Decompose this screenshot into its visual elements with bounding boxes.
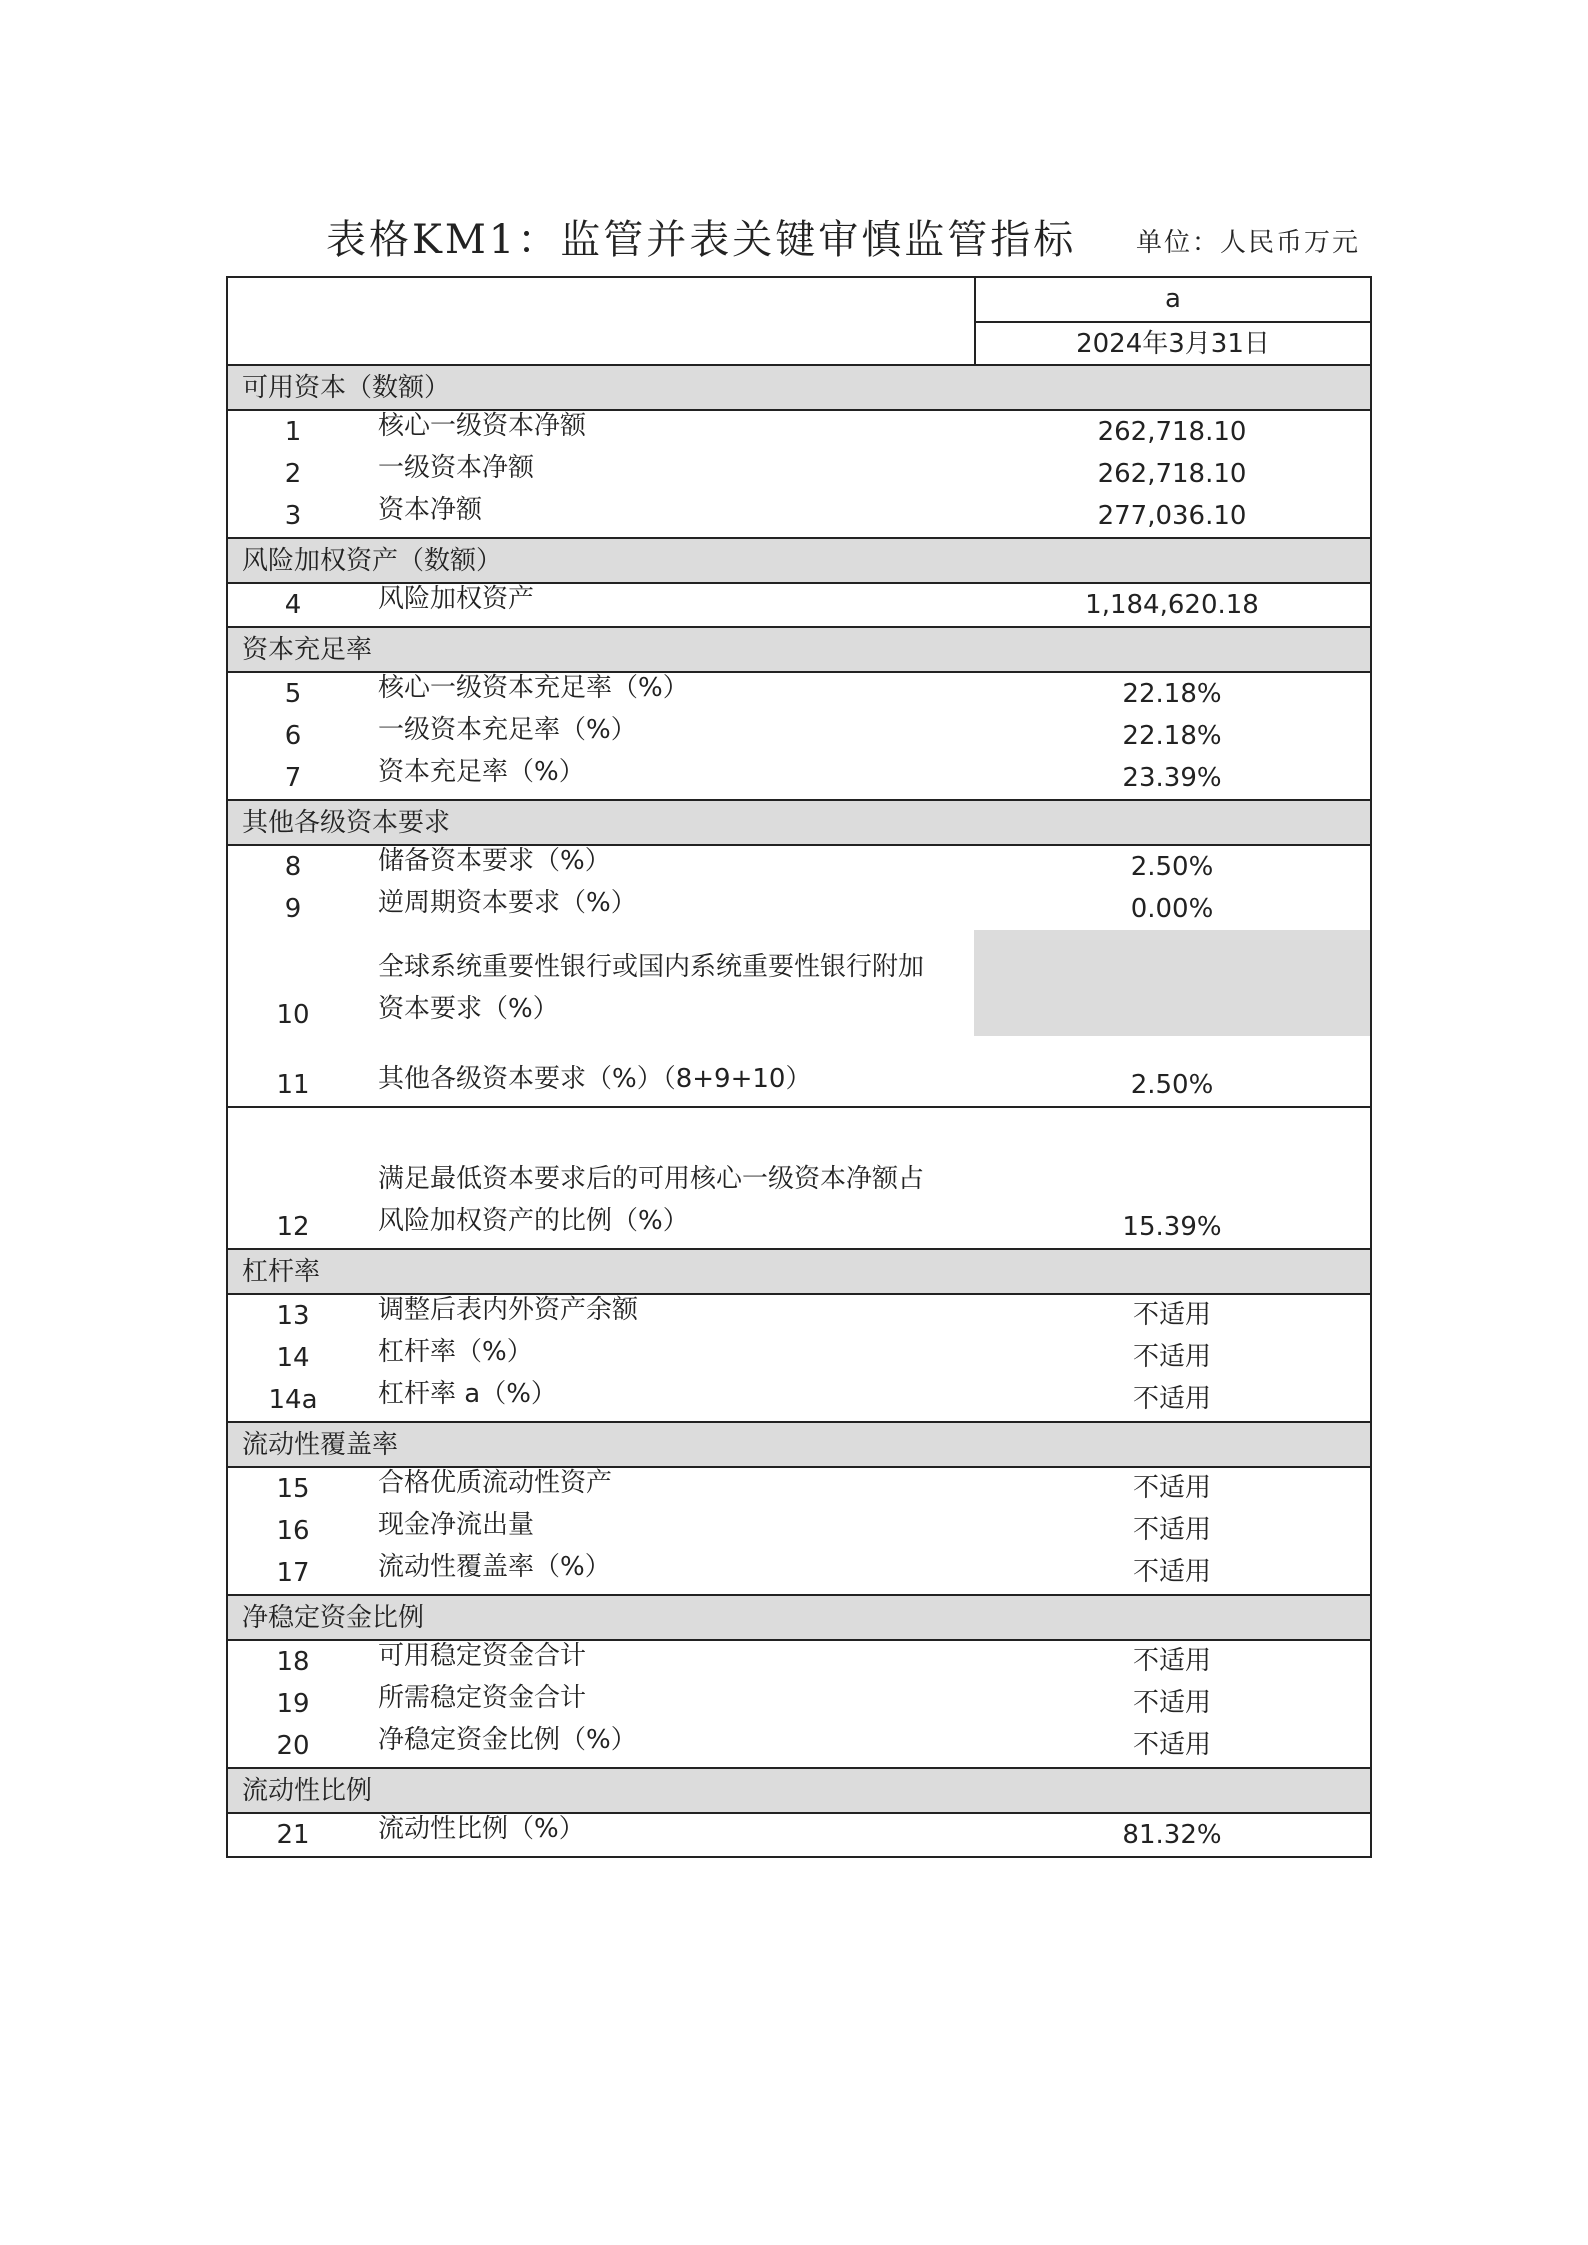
table-row bbox=[228, 1725, 1370, 1767]
row-number: 19 bbox=[276, 1689, 310, 1719]
row-value: 不适用 bbox=[1132, 1557, 1211, 1587]
section-title: 流动性比例 bbox=[226, 1769, 1372, 1814]
shaded-value-cell bbox=[974, 930, 1370, 1036]
row-label: 合格优质流动性资产 bbox=[378, 1468, 613, 1498]
row-value: 15.39% bbox=[1122, 1212, 1222, 1242]
row-number: 21 bbox=[276, 1820, 310, 1850]
row-label: 资本净额 bbox=[378, 495, 483, 525]
row-number: 8 bbox=[284, 852, 302, 882]
row-value: 0.00% bbox=[1130, 894, 1214, 924]
page-title: 表格KM1：监管并表关键审慎监管指标 bbox=[326, 217, 1077, 263]
row-label: 现金净流出量 bbox=[378, 1510, 535, 1540]
row-label: 核心一级资本充足率（%） bbox=[378, 673, 689, 703]
section-group bbox=[226, 1814, 1372, 1858]
row-label: 一级资本净额 bbox=[378, 453, 535, 483]
table-header bbox=[226, 276, 1372, 366]
row-label: 其他各级资本要求（%）（8+9+10） bbox=[378, 1064, 812, 1094]
section-group bbox=[226, 1641, 1372, 1769]
row-number: 11 bbox=[276, 1070, 310, 1100]
row-number: 15 bbox=[276, 1474, 310, 1504]
row-label: 流动性覆盖率（%） bbox=[378, 1552, 611, 1582]
row-number: 18 bbox=[276, 1647, 310, 1677]
row-number: 3 bbox=[284, 501, 302, 531]
table-row bbox=[228, 1379, 1370, 1421]
row-label: 所需稳定资金合计 bbox=[378, 1683, 587, 1713]
table-row bbox=[228, 888, 1370, 930]
row-label: 储备资本要求（%） bbox=[378, 846, 611, 876]
section-group bbox=[226, 584, 1372, 628]
row-number: 14 bbox=[276, 1343, 310, 1373]
table-row bbox=[228, 930, 1370, 1036]
table-row bbox=[228, 1036, 1370, 1106]
row-value: 2.50% bbox=[1130, 1070, 1214, 1100]
row-number: 6 bbox=[284, 721, 302, 751]
row-number: 13 bbox=[276, 1301, 310, 1331]
row-number: 10 bbox=[276, 1000, 310, 1030]
row-value: 277,036.10 bbox=[1097, 501, 1247, 531]
row-value: 不适用 bbox=[1132, 1300, 1211, 1330]
table-row bbox=[228, 1552, 1370, 1594]
row-label: 杠杆率（%） bbox=[378, 1337, 533, 1367]
section-group bbox=[226, 411, 1372, 539]
row-value: 262,718.10 bbox=[1097, 459, 1247, 489]
row-label: 风险加权资产 bbox=[378, 584, 535, 614]
row-value: 23.39% bbox=[1122, 763, 1222, 793]
row-value: 不适用 bbox=[1132, 1342, 1211, 1372]
row-value: 81.32% bbox=[1122, 1820, 1222, 1850]
row-number: 17 bbox=[276, 1558, 310, 1588]
row-label: 全球系统重要性银行或国内系统重要性银行附加资本要求（%） bbox=[378, 952, 925, 1024]
row-number: 14a bbox=[268, 1385, 318, 1415]
row-value: 不适用 bbox=[1132, 1646, 1211, 1676]
row-value: 22.18% bbox=[1122, 721, 1222, 751]
section-group bbox=[226, 1468, 1372, 1596]
row-label: 流动性比例（%） bbox=[378, 1814, 585, 1844]
km1-table bbox=[226, 276, 1372, 1858]
row-value: 不适用 bbox=[1132, 1384, 1211, 1414]
row-label: 满足最低资本要求后的可用核心一级资本净额占风险加权资产的比例（%） bbox=[378, 1164, 925, 1236]
row-number: 1 bbox=[284, 417, 302, 447]
row-value: 不适用 bbox=[1132, 1688, 1211, 1718]
table-row bbox=[228, 757, 1370, 799]
section-group bbox=[226, 846, 1372, 1108]
row-value: 2.50% bbox=[1130, 852, 1214, 882]
section-group bbox=[226, 1295, 1372, 1423]
section-group bbox=[226, 673, 1372, 801]
row-value: 不适用 bbox=[1132, 1515, 1211, 1545]
section-title: 杠杆率 bbox=[226, 1250, 1372, 1295]
row-number: 2 bbox=[284, 459, 302, 489]
unit-label: 单位：人民币万元 bbox=[1136, 228, 1361, 258]
table-row bbox=[228, 1108, 1370, 1248]
section-title: 其他各级资本要求 bbox=[226, 801, 1372, 846]
section-title: 净稳定资金比例 bbox=[226, 1596, 1372, 1641]
column-letter: a bbox=[976, 278, 1370, 323]
row-label: 核心一级资本净额 bbox=[378, 411, 587, 441]
section-title: 资本充足率 bbox=[226, 628, 1372, 673]
row-number: 5 bbox=[284, 679, 302, 709]
row-number: 12 bbox=[276, 1212, 310, 1242]
row-label: 逆周期资本要求（%） bbox=[378, 888, 637, 918]
section-group bbox=[226, 1108, 1372, 1250]
row-number: 20 bbox=[276, 1731, 310, 1761]
table-row bbox=[228, 495, 1370, 537]
header-value-column bbox=[974, 278, 1370, 364]
row-label: 调整后表内外资产余额 bbox=[378, 1295, 639, 1325]
section-title: 可用资本（数额） bbox=[226, 366, 1372, 411]
row-value: 1,184,620.18 bbox=[1085, 590, 1259, 620]
row-label: 杠杆率 a（%） bbox=[378, 1379, 557, 1409]
column-date: 2024年3月31日 bbox=[1076, 329, 1270, 359]
row-label: 资本充足率（%） bbox=[378, 757, 585, 787]
row-value: 262,718.10 bbox=[1097, 417, 1247, 447]
row-number: 9 bbox=[284, 894, 302, 924]
row-value: 不适用 bbox=[1132, 1473, 1211, 1503]
section-title: 风险加权资产（数额） bbox=[226, 539, 1372, 584]
row-label: 净稳定资金比例（%） bbox=[378, 1725, 637, 1755]
section-title: 流动性覆盖率 bbox=[226, 1423, 1372, 1468]
row-value: 22.18% bbox=[1122, 679, 1222, 709]
table-row bbox=[228, 1814, 1370, 1856]
row-value: 不适用 bbox=[1132, 1730, 1211, 1760]
row-label: 可用稳定资金合计 bbox=[378, 1641, 587, 1671]
row-number: 4 bbox=[284, 590, 302, 620]
row-number: 7 bbox=[284, 763, 302, 793]
table-row bbox=[228, 584, 1370, 626]
row-number: 16 bbox=[276, 1516, 310, 1546]
row-label: 一级资本充足率（%） bbox=[378, 715, 637, 745]
